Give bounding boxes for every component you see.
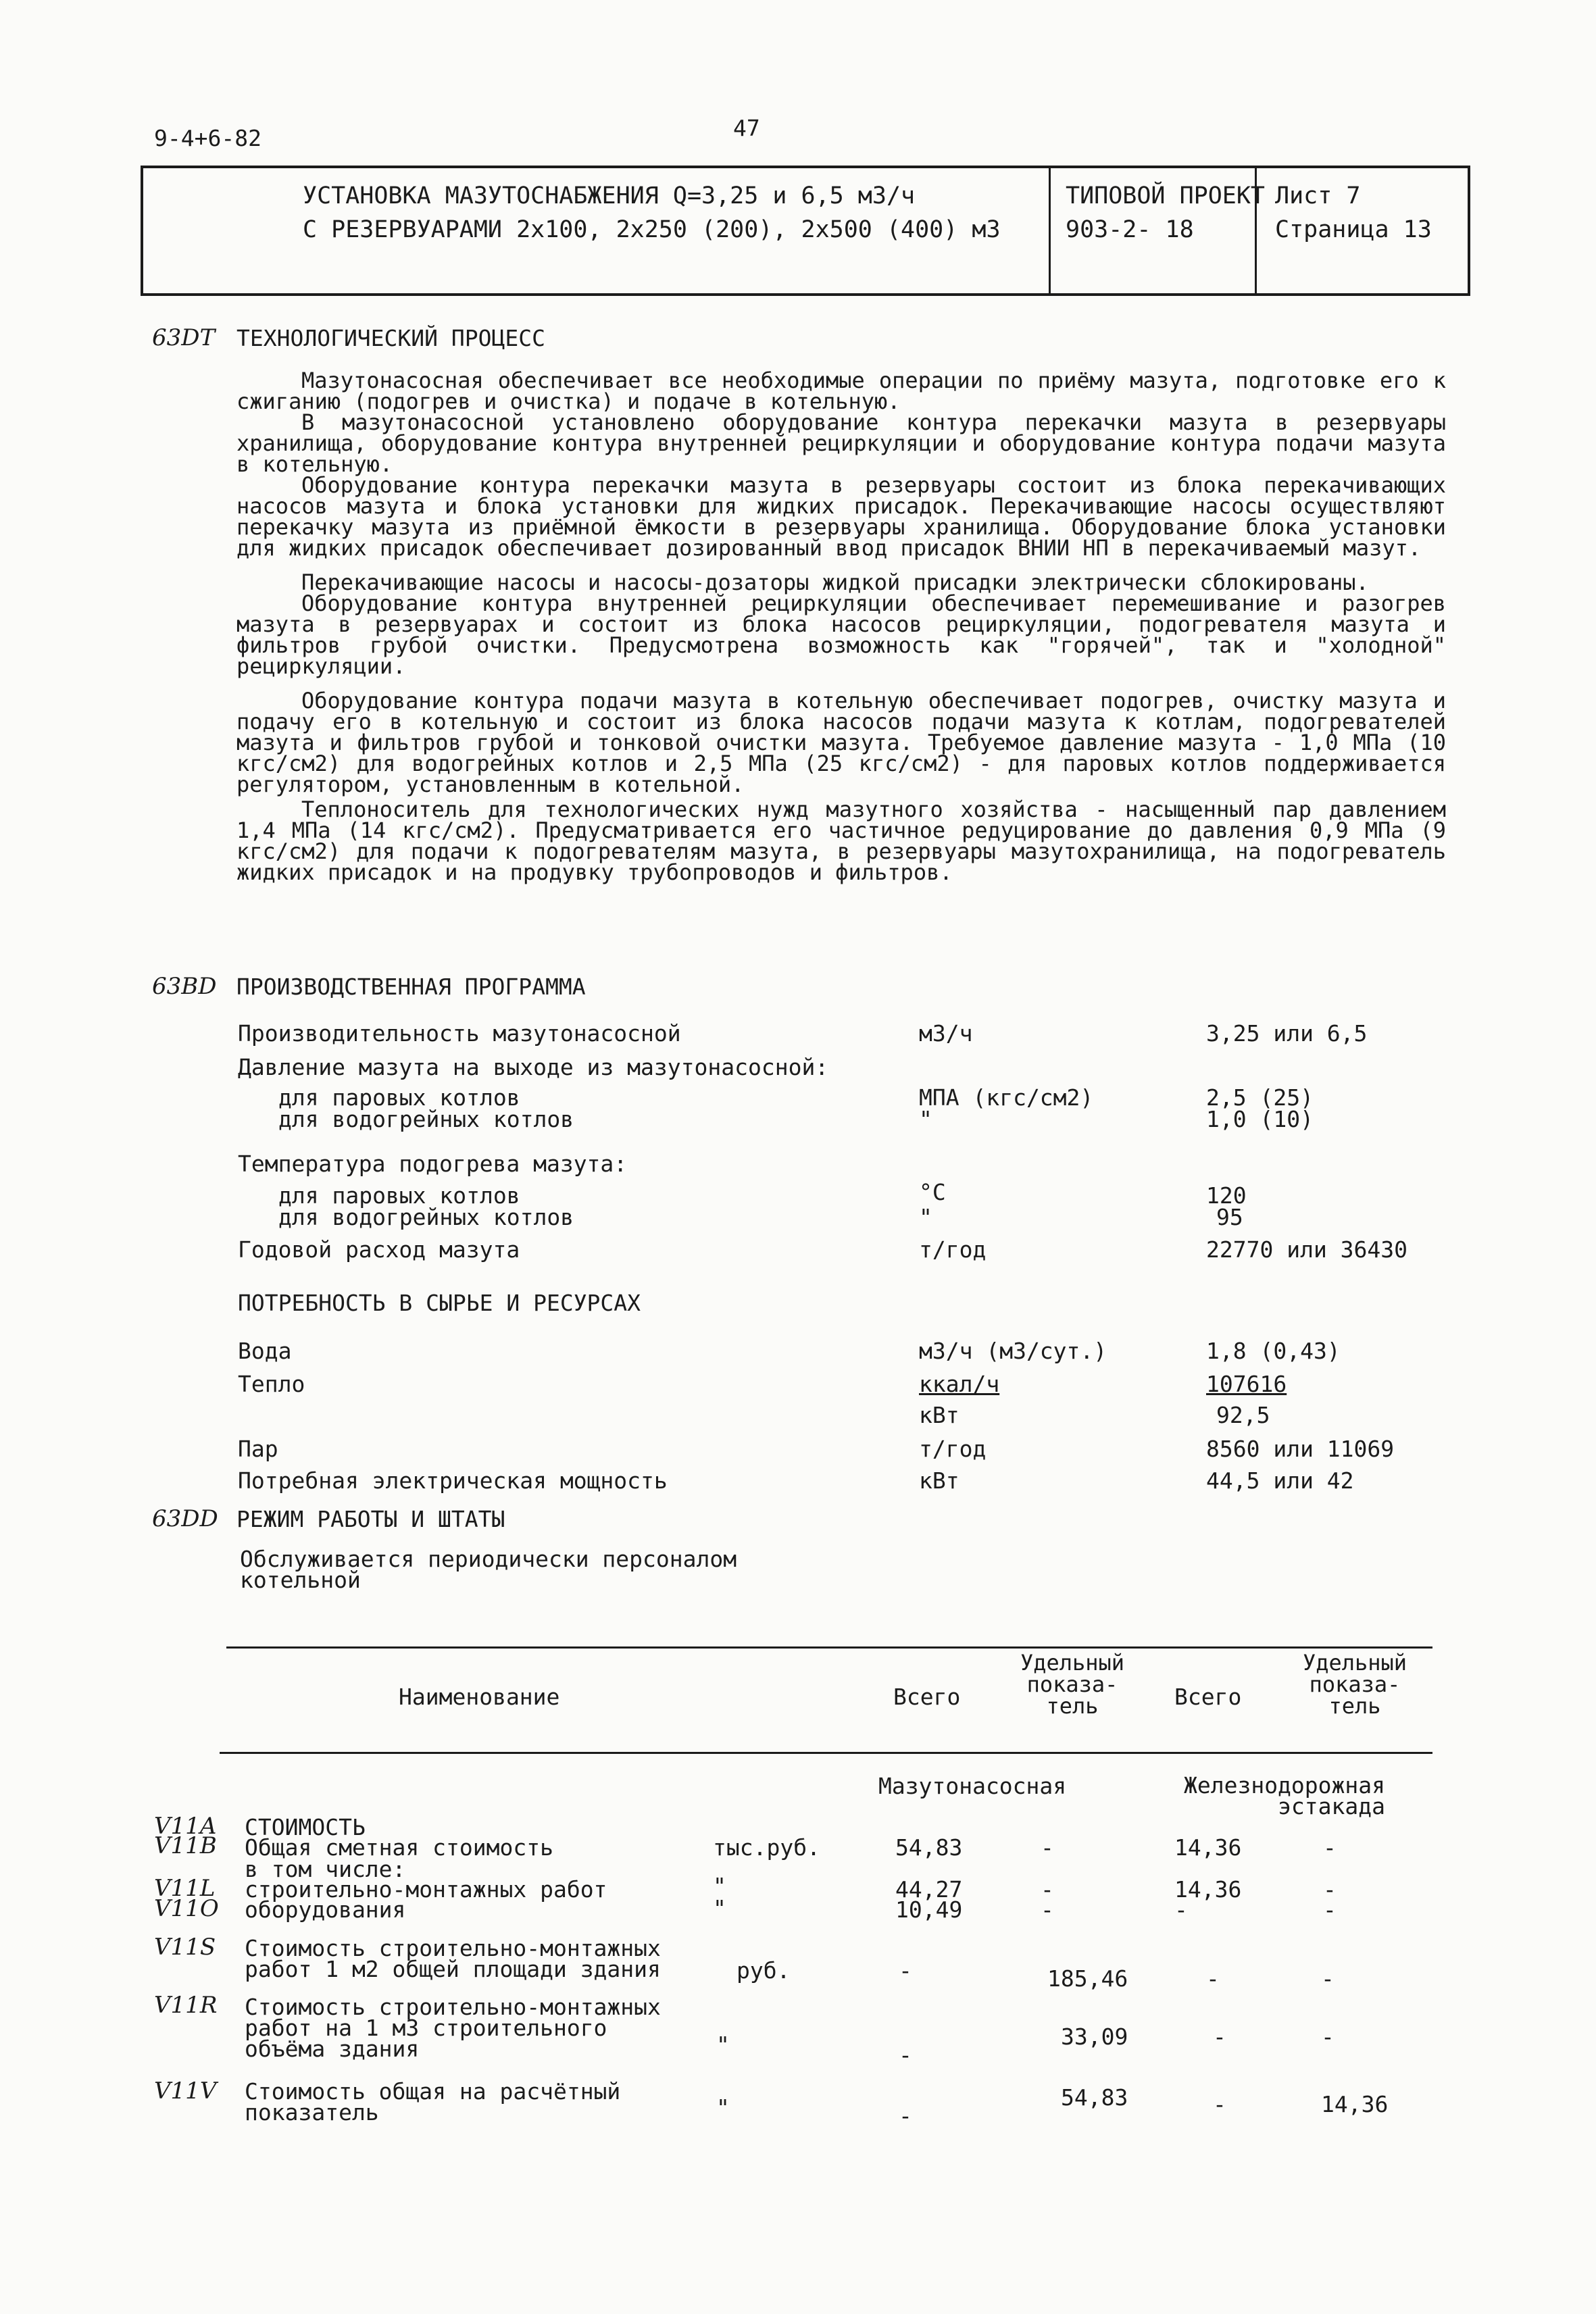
row-total-2: 14,36 <box>1174 1834 1242 1861</box>
project-label: ТИПОВОЙ ПРОЕКТ <box>1066 182 1266 209</box>
row-specific-2: 14,36 <box>1321 2091 1389 2117</box>
header-total-1: Всего <box>893 1684 961 1710</box>
row-code: V11B <box>154 1832 217 1859</box>
resource-value: 44,5 или 42 <box>1206 1467 1354 1494</box>
row-total-1: - <box>899 1957 912 1984</box>
row-code: V11R <box>154 1992 218 2019</box>
process-paragraph-5: Оборудование контура внутренней рециркуляции обеспечивает перемешивание и разогрев мазута в резервуарах и состоит из блока насосов рециркуляции, подогревателя мазута и фильтров грубой очистки. Предусмотрена возможность как "горячей", так и "холодной" рециркуляции. <box>236 590 1446 679</box>
resource-value: 107616 <box>1206 1371 1287 1397</box>
row-specific-1: 185,46 <box>1047 1965 1128 1992</box>
row-specific-1: - <box>1041 1896 1054 1923</box>
header-name: Наименование <box>399 1684 560 1710</box>
process-paragraph-1: Мазутонасосная обеспечивает все необходимые операции по приёму мазута, подготовке его к сжиганию (подогрев и очистка) и подаче в котельную. <box>236 368 1446 414</box>
section-code-mode: 63DD <box>152 1505 218 1532</box>
row-specific-1: 33,09 <box>1061 2023 1128 2050</box>
program-label: Температура подогрева мазута: <box>238 1151 628 1177</box>
project-number: 903-2- 18 <box>1066 216 1194 243</box>
program-unit: м3/ч <box>919 1020 973 1047</box>
table-top-rule <box>226 1646 1432 1649</box>
program-value: 22770 или 36430 <box>1206 1236 1408 1263</box>
section-title-mode: РЕЖИМ РАБОТЫ И ШТАТЫ <box>236 1506 505 1532</box>
program-value: 1,0 (10) <box>1206 1106 1314 1132</box>
row-specific-2: - <box>1323 1896 1337 1923</box>
resource-value: 92,5 <box>1216 1402 1270 1428</box>
row-unit: " <box>713 1895 726 1921</box>
row-name: СТОИМОСТЬ <box>245 1814 366 1840</box>
resource-unit: кВт <box>919 1402 959 1428</box>
row-name: Стоимость строительно-монтажных работ 1 м2 общей площади здания <box>245 1935 661 1982</box>
resource-unit: кВт <box>919 1467 959 1494</box>
process-paragraph-2: В мазутонасосной установлено оборудование контура перекачки мазута в резервуары хранилища, оборудование контура внутренней рециркуляции и оборудование контура подачи мазута в котельную. <box>236 409 1446 477</box>
row-unit: руб. <box>737 1957 791 1984</box>
row-unit: " <box>713 1873 726 1899</box>
program-value: 120 <box>1206 1182 1247 1209</box>
process-paragraph-3: Оборудование контура перекачки мазута в резервуары состоит из блока перекачивающих насосов мазута и блока установки для жидких присадок. Перекачивающие насосы осуществляют перекачку мазута из приёмной ёмкости в резервуары хранилища. Оборудование блока установки для жидких присадок обеспечивает дозированный ввод присадок ВНИИ НП в перекачиваемый мазут. <box>236 472 1446 561</box>
page-number: 47 <box>733 115 760 141</box>
program-label: для паровых котлов <box>278 1182 520 1209</box>
row-code: V11V <box>154 2078 217 2105</box>
row-unit: " <box>716 2094 730 2121</box>
row-unit: " <box>716 2032 730 2058</box>
row-total-2: - <box>1213 2023 1226 2050</box>
row-code: V11O <box>154 1895 219 1922</box>
process-paragraph-4: Перекачивающие насосы и насосы-дозаторы жидкой присадки электрически сблокированы. <box>301 570 1369 595</box>
row-code: V11L <box>154 1875 216 1902</box>
row-code: V11A <box>154 1813 217 1840</box>
resource-unit: т/год <box>919 1436 987 1462</box>
row-name: Стоимость строительно-монтажных работ на 1 м3 строительного объёма здания <box>245 1994 661 2062</box>
resource-unit: м3/ч (м3/сут.) <box>919 1338 1107 1364</box>
title-divider-1 <box>1049 168 1051 293</box>
resource-label: Вода <box>238 1338 292 1364</box>
title-line-1: УСТАНОВКА МАЗУТОСНАБЖЕНИЯ Q=3,25 и 6,5 м3/ч <box>303 182 916 209</box>
program-unit: МПА (кгс/см2) <box>919 1084 1094 1111</box>
row-total-2: 14,36 <box>1174 1876 1242 1903</box>
row-specific-2: - <box>1323 1834 1337 1861</box>
program-label: для водогрейных котлов <box>278 1106 574 1132</box>
row-name: Общая сметная стоимость <box>245 1834 553 1861</box>
process-text <box>236 370 1446 883</box>
row-code: V11S <box>154 1934 216 1961</box>
row-specific-1: - <box>1041 1834 1054 1861</box>
row-name: строительно-монтажных работ <box>245 1876 607 1903</box>
row-specific-2: - <box>1321 1965 1335 1992</box>
section-title-resources: ПОТРЕБНОСТЬ В СЫРЬЕ И РЕСУРСАХ <box>238 1290 641 1316</box>
header-specific-1: Удельный показа- тель <box>1020 1650 1125 1719</box>
row-total-1: - <box>899 2103 912 2129</box>
mode-text: Обслуживается периодически персоналом котельной <box>240 1546 737 1593</box>
program-label: Производительность мазутонасосной <box>238 1020 681 1047</box>
title-line-2: С РЕЗЕРВУАРАМИ 2х100, 2х250 (200), 2х500 (400) м3 <box>303 216 1001 243</box>
resource-label: Потребная электрическая мощность <box>238 1467 668 1494</box>
row-name: Стоимость общая на расчётный показатель <box>245 2078 621 2126</box>
resource-unit: ккал/ч <box>919 1371 1000 1397</box>
resource-label: Тепло <box>238 1371 305 1397</box>
process-paragraph-6: Оборудование контура подачи мазута в котельную обеспечивает подогрев, очистку мазута и подачу его в котельную и состоит из блока насосов подачи мазута к котлам, подогревателей мазута и фильтров грубой и тонковой очистки мазута. Требуемое давление мазута - 1,0 МПа (10 кгс/см2) для водогрейных котлов и 2,5 МПа (25 кгс/см2) - для паровых котлов поддерживается регулятором, установленным в котельной. <box>236 688 1446 797</box>
resource-value: 8560 или 11069 <box>1206 1436 1395 1462</box>
header-total-2: Всего <box>1174 1684 1242 1710</box>
section-code-program: 63BD <box>152 973 217 1000</box>
program-label: Годовой расход мазута <box>238 1236 520 1263</box>
row-specific-2: - <box>1321 2023 1335 2050</box>
resource-label: Пар <box>238 1436 278 1462</box>
program-unit: " <box>919 1106 932 1132</box>
program-value: 95 <box>1216 1204 1243 1230</box>
resource-value: 1,8 (0,43) <box>1206 1338 1341 1364</box>
program-label: для паровых котлов <box>278 1084 520 1111</box>
row-total-2: - <box>1174 1896 1188 1923</box>
section-code-process: 63DT <box>152 324 216 351</box>
program-value: 2,5 (25) <box>1206 1084 1314 1111</box>
sheet-label: Лист 7 <box>1275 182 1361 209</box>
doc-code: 9-4+6-82 <box>154 125 261 151</box>
program-unit: т/год <box>919 1236 987 1263</box>
row-total-1: 10,49 <box>895 1896 963 1923</box>
program-unit: °С <box>919 1179 946 1205</box>
group-label-2: Железнодорожная эстакада <box>1183 1772 1385 1819</box>
row-unit: тыс.руб. <box>713 1834 820 1861</box>
title-block <box>141 166 1470 296</box>
program-unit: " <box>919 1204 932 1230</box>
row-total-2: - <box>1206 1965 1220 1992</box>
row-total-1: 44,27 <box>895 1876 963 1903</box>
table-header-rule <box>220 1752 1432 1754</box>
program-value: 3,25 или 6,5 <box>1206 1020 1368 1047</box>
row-specific-1: - <box>1041 1876 1054 1903</box>
row-total-1: 54,83 <box>895 1834 963 1861</box>
row-name: оборудования <box>245 1896 406 1923</box>
program-label: для водогрейных котлов <box>278 1204 574 1230</box>
row-specific-2: - <box>1323 1876 1337 1903</box>
row-name: в том числе: <box>245 1856 406 1882</box>
section-title-program: ПРОИЗВОДСТВЕННАЯ ПРОГРАММА <box>236 974 586 1000</box>
row-total-1: - <box>899 2042 912 2068</box>
program-label: Давление мазута на выходе из мазутонасосной: <box>238 1054 829 1080</box>
row-total-2: - <box>1213 2091 1226 2117</box>
page-label: Страница 13 <box>1275 216 1432 243</box>
section-title-process: ТЕХНОЛОГИЧЕСКИЙ ПРОЦЕСС <box>236 325 545 351</box>
process-paragraph-7: Теплоноситель для технологических нужд мазутного хозяйства - насыщенный пар давлением 1,4 МПа (14 кгс/см2). Предусматривается его частичное редуцирование до давления 0,9 МПа (9 кгс/см2) для подачи к подогревателям мазута, в резервуары мазутохранилища, на подогреватель жидких присадок и на продувку трубопроводов и фильтров. <box>236 797 1446 885</box>
header-specific-2: Удельный показа- тель <box>1302 1650 1407 1719</box>
group-label-1: Мазутонасосная <box>878 1773 1067 1799</box>
row-specific-1: 54,83 <box>1061 2084 1128 2111</box>
